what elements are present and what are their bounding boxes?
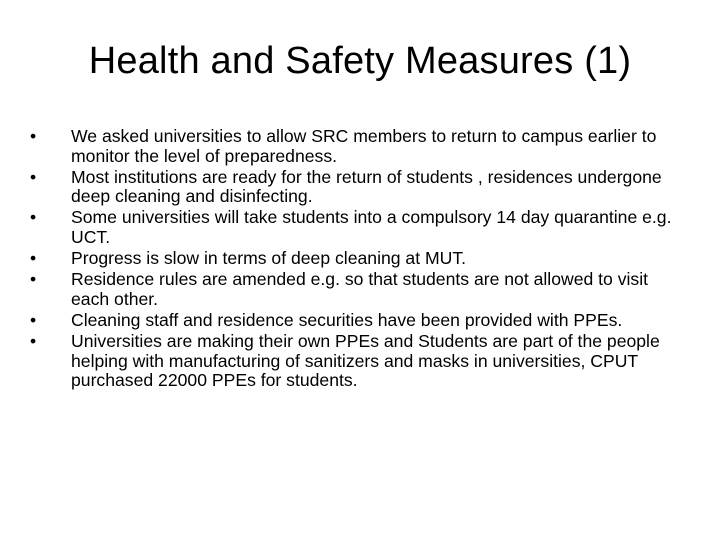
bullet-text: Most institutions are ready for the return of students , residences undergone deep cleaning and disinfecting. xyxy=(71,166,662,207)
bullet-icon: • xyxy=(30,248,37,269)
bullet-icon: • xyxy=(30,269,37,290)
bullet-text: Progress is slow in terms of deep cleaning at MUT. xyxy=(71,248,467,269)
bullet-icon: • xyxy=(30,207,37,228)
bullet-item xyxy=(30,208,690,247)
bullet-item xyxy=(30,332,690,391)
bullet-item xyxy=(30,249,690,269)
bullet-item xyxy=(30,311,690,331)
bullet-item xyxy=(30,127,690,166)
bullet-text: Residence rules are amended e.g. so that students are not allowed to visit each other. xyxy=(71,269,649,309)
bullet-text: Cleaning staff and residence securities have been provided with PPEs. xyxy=(71,309,623,330)
bullet-icon: • xyxy=(30,309,37,330)
bullet-icon: • xyxy=(30,126,37,146)
bullet-list xyxy=(30,127,690,392)
bullet-item xyxy=(30,168,690,207)
bullet-icon: • xyxy=(30,166,37,187)
bullet-text: Some universities will take students into a compulsory 14 day quarantine e.g. UCT. xyxy=(71,207,672,247)
slide-title: Health and Safety Measures (1) xyxy=(88,40,632,82)
bullet-icon: • xyxy=(30,330,37,351)
bullet-text: We asked universities to allow SRC members to return to campus earlier to monitor the level of preparedness. xyxy=(71,126,657,166)
bullet-item xyxy=(30,270,690,309)
bullet-text: Universities are making their own PPEs and Students are part of the people helping with manufacturing of sanitizers and masks in universities, CPUT purchased 22000 PPEs for students. xyxy=(71,330,660,391)
